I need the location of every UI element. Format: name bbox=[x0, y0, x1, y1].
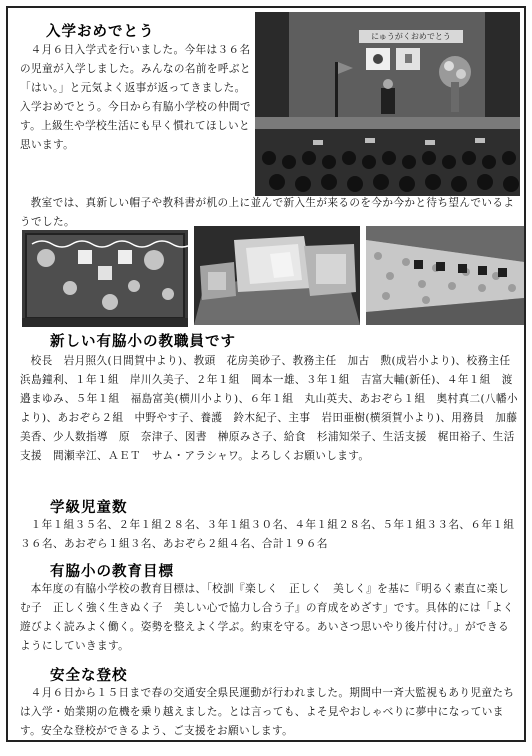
safety-paragraph bbox=[20, 684, 518, 741]
stage-banner-text: にゅうがくおめでとう bbox=[371, 32, 451, 41]
goals-paragraph-text: 本年度の有脇小学校の教育目標は、「校訓『楽しく 正しく 美しく』を基に『明るく素直に楽しむ子 正しく強く生きぬく子 美しい心で協力し合う子』の育成をめざす」です。具体的には「よく遊びよく読みよく働く。姿勢を整えよく学ぶ。約束を守る。あいさつ思いやり後片付け。」ができるようにしていきます。 bbox=[20, 583, 514, 652]
classroom-paragraph-text: 教室では、真新しい帽子や教科書が机の上に並んで新入生が来るのを今か今かと待ち望んでいるようでした。 bbox=[20, 197, 515, 228]
classroom-wall-photo-image bbox=[366, 226, 524, 325]
staff-paragraph-text: 校長 岩月照久(日間賀中より)、教頭 花房美砂子、教務主任 加古 勲(成岩小より)、校務主任 浜島鐘利、１年１組 岸川久美子、２年１組 岡本一雄、３年１組 吉富大輔(新任)、４年１組 渡邉まゆみ、５年１組 福島富美(横川小より)、６年１組 丸山英夫、あおぞら１組 奥村真二(八幡小より)、あおぞら２組 中野やす子、養護 鈴木紀子、主事 岩田亜樹(横須賀小より)、用務員 加藤美香、少人数指導 原 奈津子、図書 榊原みさ子、給食 杉浦知栄子、生活支援 梶田裕子、生活支援 間瀬幸江、ＡＥＴ サム・アラシャワ。よろしくお願いします。 bbox=[20, 355, 522, 462]
entrance-paragraph bbox=[20, 41, 252, 155]
section-heading-entrance: 入学おめでとう bbox=[46, 24, 155, 40]
section-heading-safety: 安全な登校 bbox=[50, 668, 128, 684]
section-heading-enrollment: 学級児童数 bbox=[50, 500, 128, 516]
classroom-wall-photo bbox=[366, 226, 524, 325]
ceremony-photo bbox=[255, 12, 520, 196]
blackboard-photo-image bbox=[22, 230, 188, 327]
enrollment-paragraph-text: １年１組３５名、２年１組２８名、３年１組３０名、４年１組２８名、５年１組３３名、６年１組３６名、あおぞら１組３名、あおぞら２組４名、合計１９６名 bbox=[20, 519, 515, 550]
goals-paragraph bbox=[20, 580, 518, 656]
desk-textbooks-photo bbox=[194, 226, 360, 325]
enrollment-paragraph bbox=[20, 516, 518, 554]
desk-textbooks-photo-image bbox=[194, 226, 360, 325]
blackboard-photo bbox=[22, 230, 188, 327]
section-heading-staff: 新しい有脇小の教職員です bbox=[50, 334, 236, 350]
newsletter-page bbox=[6, 6, 526, 742]
section-heading-goals: 有脇小の教育目標 bbox=[50, 564, 174, 580]
safety-paragraph-text: ４月６日から１５日まで春の交通安全県民運動が行われました。期間中一斉大監視もあり児童たちは入学・始業期の危機を乗り越えました。とは言っても、よそ見やおしゃべりに夢中になっています。安全な登校ができるよう、ご支援をお願いします。 bbox=[20, 687, 515, 737]
staff-paragraph bbox=[20, 352, 522, 466]
entrance-paragraph-text: ４月６日入学式を行いました。今年は３６名の児童が入学しました。みんなの名前を呼ぶと「はい。」と元気よく返事が返ってきました。入学おめでとう。今日から有脇小学校の仲間です。上級生や学校生活にも早く慣れてほしいと思います。 bbox=[20, 44, 251, 151]
